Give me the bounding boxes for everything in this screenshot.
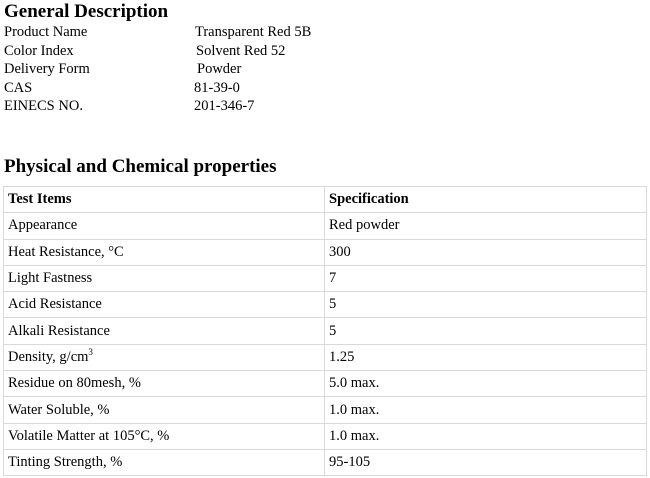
test-item-cell: Water Soluble, % xyxy=(4,397,325,423)
info-value: Solvent Red 52 xyxy=(196,42,286,59)
info-value: Transparent Red 5B xyxy=(195,24,312,40)
info-row-delivery-form xyxy=(4,60,404,79)
test-item-cell: Heat Resistance, °C xyxy=(4,239,325,265)
info-row-einecs xyxy=(4,97,404,116)
table-row xyxy=(4,265,647,291)
info-label: Delivery Form xyxy=(4,61,90,78)
specification-cell: 95-105 xyxy=(325,449,647,475)
info-value: Powder xyxy=(197,61,242,78)
specification-cell: 1.25 xyxy=(325,344,647,370)
test-item-cell: Appearance xyxy=(4,213,325,239)
info-row-cas xyxy=(4,79,404,98)
properties-table xyxy=(3,186,647,476)
general-description-heading: General Description xyxy=(4,1,169,22)
specification-cell: 5 xyxy=(325,318,647,344)
superscript-exponent: 3 xyxy=(88,347,93,358)
test-item-cell xyxy=(4,344,325,370)
test-item-cell: Acid Resistance xyxy=(4,292,325,318)
info-row-color-index xyxy=(4,42,404,61)
table-row xyxy=(4,292,647,318)
specification-cell: 1.0 max. xyxy=(325,423,647,449)
column-header-test-items: Test Items xyxy=(4,187,325,213)
info-label: CAS xyxy=(4,79,33,96)
column-header-specification: Specification xyxy=(325,187,647,213)
test-item-cell: Residue on 80mesh, % xyxy=(4,371,325,397)
test-item-cell: Light Fastness xyxy=(4,265,325,291)
test-item-text: Density, g/cm xyxy=(8,348,89,365)
table-row xyxy=(4,344,647,370)
specification-cell: 5.0 max. xyxy=(325,371,647,397)
test-item-cell: Tinting Strength, % xyxy=(4,449,325,475)
table-header-row xyxy=(4,187,647,213)
table-row xyxy=(4,449,647,475)
table-row xyxy=(4,423,647,449)
table-row xyxy=(4,318,647,344)
info-value: 81-39-0 xyxy=(194,79,240,96)
info-label: Color Index xyxy=(4,42,74,59)
table-row xyxy=(4,239,647,265)
general-description-list xyxy=(4,23,404,116)
info-row-product-name xyxy=(4,23,404,42)
specification-cell: Red powder xyxy=(325,213,647,239)
table-row xyxy=(4,213,647,239)
table-row xyxy=(4,397,647,423)
table-row xyxy=(4,371,647,397)
physical-chemical-heading: Physical and Chemical properties xyxy=(4,156,277,177)
info-label: Product Name xyxy=(4,24,88,40)
specification-cell: 300 xyxy=(325,239,647,265)
specification-cell: 5 xyxy=(325,292,647,318)
specification-cell: 7 xyxy=(325,265,647,291)
info-label: EINECS NO. xyxy=(4,98,83,115)
test-item-cell: Alkali Resistance xyxy=(4,318,325,344)
info-value: 201-346-7 xyxy=(194,98,255,115)
test-item-cell: Volatile Matter at 105°C, % xyxy=(4,423,325,449)
specification-cell: 1.0 max. xyxy=(325,397,647,423)
